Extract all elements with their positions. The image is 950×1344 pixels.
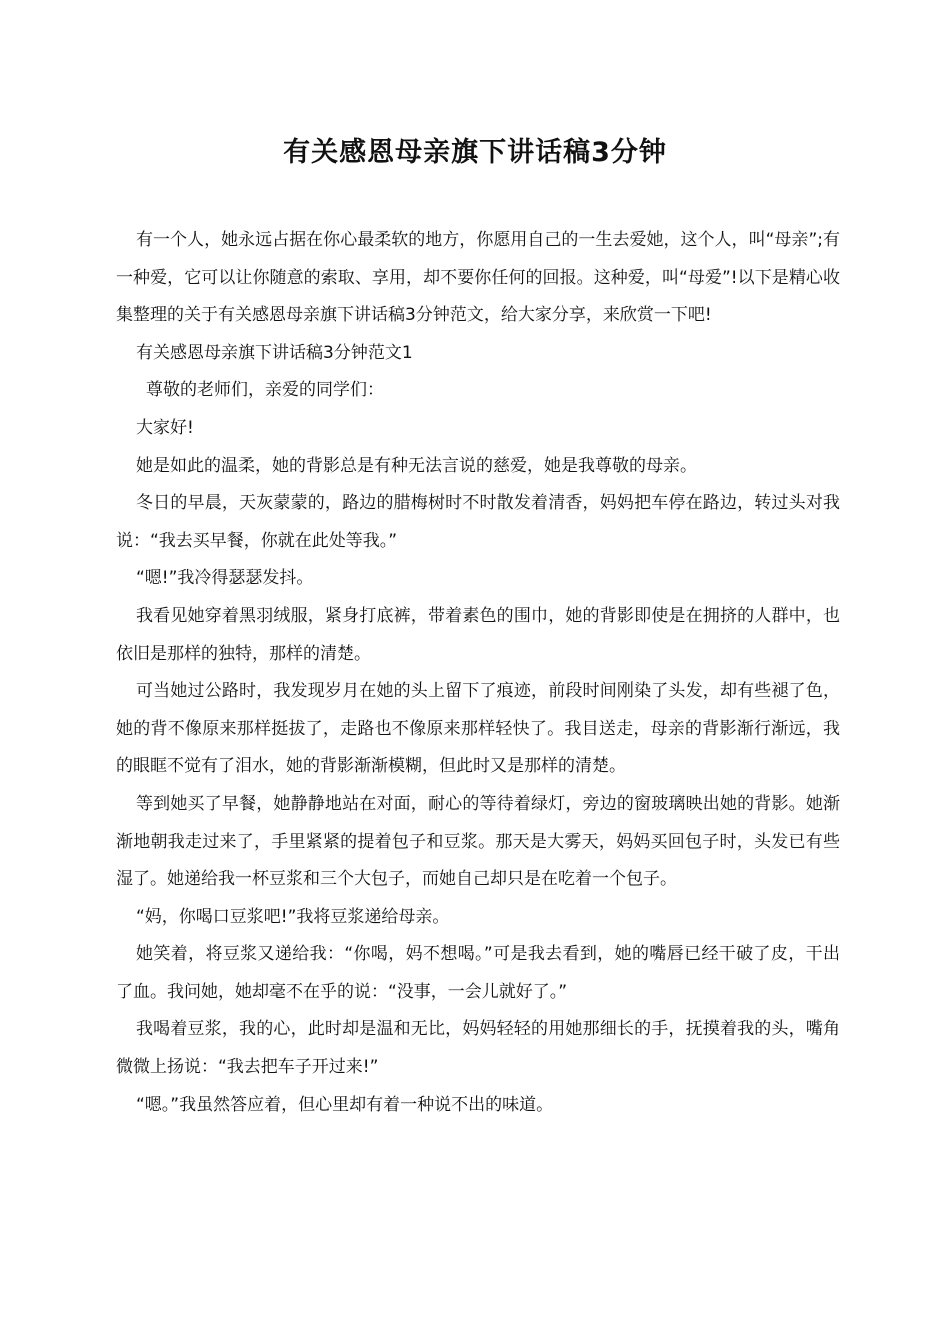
intro-paragraph: 有一个人，她永远占据在你心最柔软的地方，你愿用自己的一生去爱她，这个人，叫“母亲”;有一种爱，它可以让你随意的索取、享用，却不要你任何的回报。这种爱，叫“母爱”!以下是精心收集整理的关于有关感恩母亲旗下讲话稿3分钟范文，给大家分享，来欣赏一下吧! xyxy=(116,230,840,326)
document-body xyxy=(116,222,840,1124)
greeting: 大家好! xyxy=(136,417,194,438)
body-paragraph: “嗯。”我虽然答应着，但心里却有着一种说不出的味道。 xyxy=(136,1094,554,1115)
body-paragraph: 她是如此的温柔，她的背影总是有种无法言说的慈爱，她是我尊敬的母亲。 xyxy=(136,455,697,476)
body-paragraph: 她笑着，将豆浆又递给我：“你喝，妈不想喝。”可是我去看到，她的嘴唇已经干破了皮，干出了血。我问她，她却毫不在乎的说：“没事，一会儿就好了。” xyxy=(116,944,840,1002)
body-paragraph: 我喝着豆浆，我的心，此时却是温和无比，妈妈轻轻的用她那细长的手，抚摸着我的头，嘴角微微上扬说：“我去把车子开过来!” xyxy=(116,1019,840,1078)
body-paragraph: 等到她买了早餐，她静静地站在对面，耐心的等待着绿灯，旁边的窗玻璃映出她的背影。她渐渐地朝我走过来了，手里紧紧的提着包子和豆浆。那天是大雾天，妈妈买回包子时，头发已有些湿了。她递给我一杯豆浆和三个大包子，而她自己却只是在吃着一个包子。 xyxy=(116,793,840,890)
section-heading: 有关感恩母亲旗下讲话稿3分钟范文1 xyxy=(136,342,413,363)
body-paragraph: 我看见她穿着黑羽绒服，紧身打底裤，带着素色的围巾，她的背影即使是在拥挤的人群中，也依旧是那样的独特，那样的清楚。 xyxy=(116,605,840,664)
body-paragraph: “妈，你喝口豆浆吧!”我将豆浆递给母亲。 xyxy=(136,906,450,927)
body-paragraph: “嗯!”我冷得瑟瑟发抖。 xyxy=(136,568,314,589)
body-paragraph: 可当她过公路时，我发现岁月在她的头上留下了痕迹，前段时间刚染了头发，却有些褪了色，她的背不像原来那样挺拔了，走路也不像原来那样轻快了。我目送走，母亲的背影渐行渐远，我的眼眶不觉有了泪水，她的背影渐渐模糊，但此时又是那样的清楚。 xyxy=(116,681,840,777)
body-paragraph: 冬日的早晨，天灰蒙蒙的，路边的腊梅树时不时散发着清香，妈妈把车停在路边，转过头对我说：“我去买早餐，你就在此处等我。” xyxy=(116,493,840,551)
document-title: 有关感恩母亲旗下讲话稿3分钟 xyxy=(283,137,667,168)
salutation: 尊敬的老师们，亲爱的同学们： xyxy=(146,380,384,401)
